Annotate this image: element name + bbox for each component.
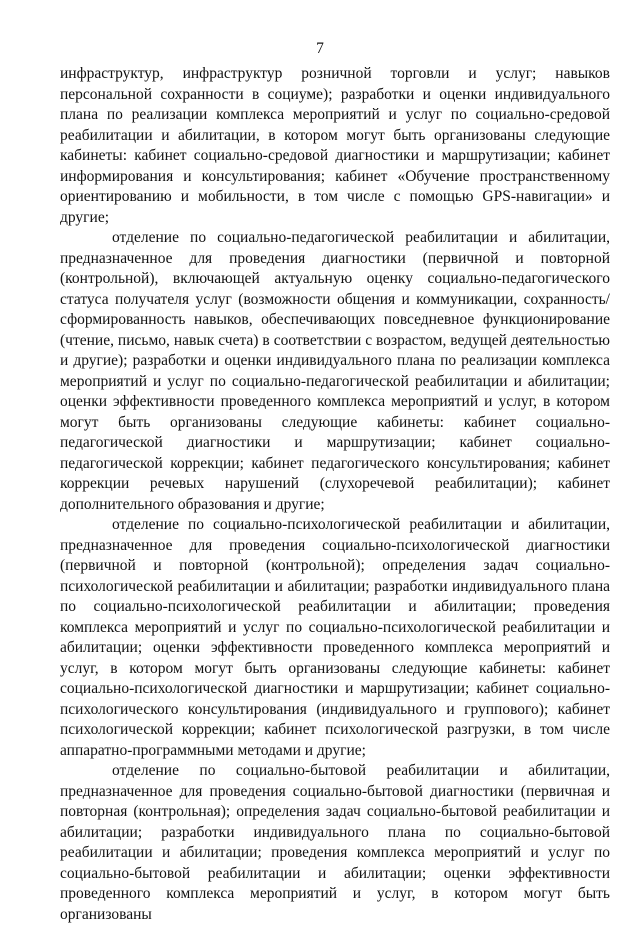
page-number: 7 — [316, 40, 324, 57]
paragraph-social-pedagogical-department: отделение по социально-педагогической реабилитации и абилитации, предназначенное для проведения диагностики (первичной и повторной (контрольной), включающей актуальную оценку социально-педагогического статуса получателя услуг (возможности общения и коммуникации, сохранность/сформированность навыков, обеспечивающих повседневное функционирование (чтение, письмо, навык счета) в соответствии с возрастом, ведущей деятельностью и другие); разработки и оценки индивидуального плана по реализации комплекса мероприятий и услуг по социально-педагогической реабилитации и абилитации; оценки эффективности проведенного комплекса мероприятий и услуг, в котором могут быть организованы следующие кабинеты: кабинет социально-педагогической диагностики и маршрутизации; кабинет социально-педагогической коррекции; кабинет педагогического консультирования; кабинет коррекции речевых нарушений (слухоречевой реабилитации); кабинет дополнительного образования и другие; — [60, 229, 610, 513]
paragraph-social-household-department: отделение по социально-бытовой реабилитации и абилитации, предназначенное для проведения социально-бытовой диагностики (первичная и повторная (контрольная); определения задач социально-бытовой реабилитации и абилитации; разработки индивидуального плана по социально-бытовой реабилитации и абилитации; проведения комплекса мероприятий и услуг по социально-бытовой реабилитации и абилитации; оценки эффективности проведенного комплекса мероприятий и услуг, в котором могут быть организованы — [60, 762, 610, 923]
body-text — [60, 64, 610, 925]
paragraph-social-environment-continuation: инфраструктур, инфраструктур розничной торговли и услуг; навыков персональной сохранности в социуме); разработки и оценки индивидуального плана по реализации комплекса мероприятий и услуг по социально-средовой реабилитации и абилитации, в котором могут быть организованы следующие кабинеты: кабинет социально-средовой диагностики и маршрутизации; кабинет информирования и консультирования; кабинет «Обучение пространственному ориентированию и мобильности, в том числе с помощью GPS-навигации» и другие; — [60, 65, 610, 226]
paragraph-social-psychological-department: отделение по социально-психологической реабилитации и абилитации, предназначенное для проведения социально-психологической диагностики (первичной и повторной (контрольной); определения задач социально-психологической реабилитации и абилитации; разработки индивидуального плана по социально-психологической реабилитации и абилитации; проведения комплекса мероприятий и услуг по социально-психологической реабилитации и абилитации; оценки эффективности проведенного комплекса мероприятий и услуг, в котором могут быть организованы следующие кабинеты: кабинет социально-психологической диагностики и маршрутизации; кабинет социально-психологического консультирования (индивидуального и группового); кабинет психологической коррекции; кабинет психологической разгрузки, в том числе аппаратно-программными методами и другие; — [60, 516, 610, 759]
